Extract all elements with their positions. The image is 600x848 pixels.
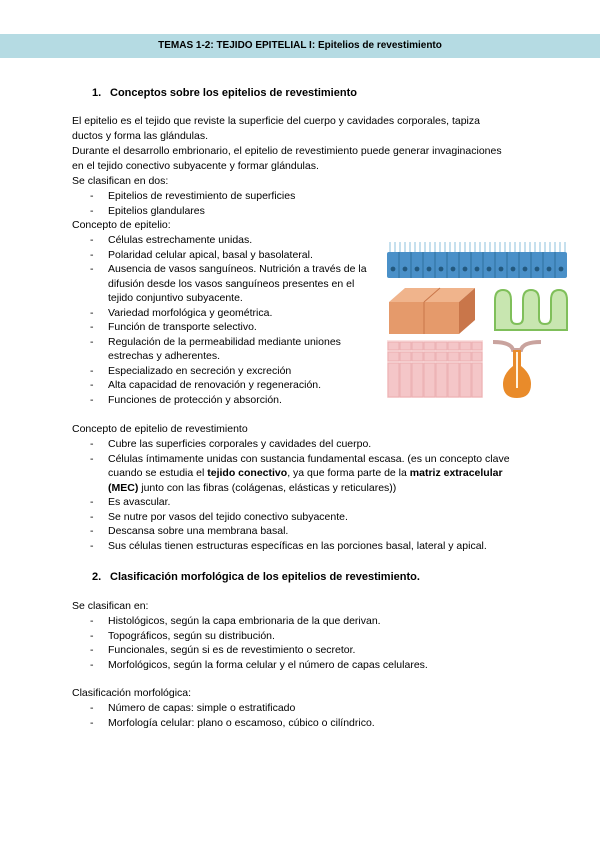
bold-term: matriz extracelular (MEC) [108,467,503,494]
classified-label: Se clasifican en: [72,600,149,612]
intro-line: en el tejido conectivo subyacente y formar glándulas. [72,160,319,172]
classes-list [90,614,510,672]
list-item: - Funciones de protección y absorción. [90,393,372,408]
concept-list [90,233,372,407]
intro-paragraph [72,114,542,189]
cilia-icon [390,242,565,252]
rich-text: Células íntimamente unidas con sustancia fundamental escasa. (es un concepto clave cuando se estudia el [108,452,510,479]
bold-term: tejido conectivo [207,467,288,479]
section-1-title: Conceptos sobre los epitelios de revestimiento [110,87,357,99]
list-item: - Número de capas: simple o estratificado [90,701,510,716]
columnar-cells-icon [387,252,567,278]
list-item: - Topográficos, según su distribución. [90,629,510,644]
cuboidal-cells-icon [389,288,475,334]
section-2-number: 2. [92,571,102,583]
rev-list [90,437,510,553]
section-2-title: Clasificación morfológica de los epitelios de revestimiento. [110,571,420,583]
list-item: - Histológicos, según la capa embrionaria de la que derivan. [90,614,510,629]
stratified-cells-icon [387,340,483,398]
types-list [90,189,530,218]
list-item: - Ausencia de vasos sanguíneos. Nutrición a través de la difusión desde los vasos sanguíneos presentes en el tejido conjuntivo subyacente. [90,262,372,306]
list-item: - Función de transporte selectivo. [90,320,372,335]
section-2-heading [92,571,420,583]
list-item: - Polaridad celular apical, basal y basolateral. [90,248,372,263]
concept-label: Concepto de epitelio: [72,219,171,231]
list-item: - Sus células tienen estructuras específicas en las porciones basal, lateral y apical. [90,539,510,554]
list-item: - Especializado en secreción y excreción [90,364,372,379]
rich-text: junto con las fibras (colágenas, elásticas y reticulares)) [138,481,397,494]
morph-label: Clasificación morfológica: [72,687,192,699]
epithelium-illustration [385,238,571,403]
list-item: - Morfológicos, según la forma celular y el número de capas celulares. [90,658,510,673]
list-item: - Se nutre por vasos del tejido conectivo subyacente. [90,510,510,525]
list-item: - Regulación de la permeabilidad mediante uniones estrechas y adherentes. [90,335,372,364]
intro-line: Se clasifican en dos: [72,175,169,187]
intro-line: Durante el desarrollo embrionario, el epitelio de revestimiento puede generar invaginaciones [72,145,502,157]
list-item: - Morfología celular: plano o escamoso, cúbico o cilíndrico. [90,716,510,731]
villi-icon [495,290,567,330]
list-item [90,452,510,496]
list-item: - Es avascular. [90,495,510,510]
rich-text: , ya que forma parte de la [287,467,410,479]
intro-line: El epitelio es el tejido que reviste la superficie del cuerpo y cavidades corporales, tapiza [72,115,480,127]
list-item: - Variedad morfológica y geométrica. [90,306,372,321]
list-item: - Células estrechamente unidas. [90,233,372,248]
list-item: - Epitelios glandulares [90,204,530,219]
list-item: - Descansa sobre una membrana basal. [90,524,510,539]
list-item: - Epitelios de revestimiento de superficies [90,189,530,204]
morph-list [90,701,510,730]
intro-line: ductos y forma las glándulas. [72,130,208,142]
list-item: - Cubre las superficies corporales y cavidades del cuerpo. [90,437,510,452]
rev-label: Concepto de epitelio de revestimiento [72,423,248,435]
section-1-heading [92,87,357,99]
header-title: TEMAS 1-2: TEJIDO EPITELIAL I: Epitelios de revestimiento [158,40,442,51]
list-item: - Funcionales, según si es de revestimiento o secretor. [90,643,510,658]
section-1-number: 1. [92,87,102,99]
list-item: - Alta capacidad de renovación y regeneración. [90,378,372,393]
page-header [0,34,600,58]
gland-icon [493,342,541,398]
